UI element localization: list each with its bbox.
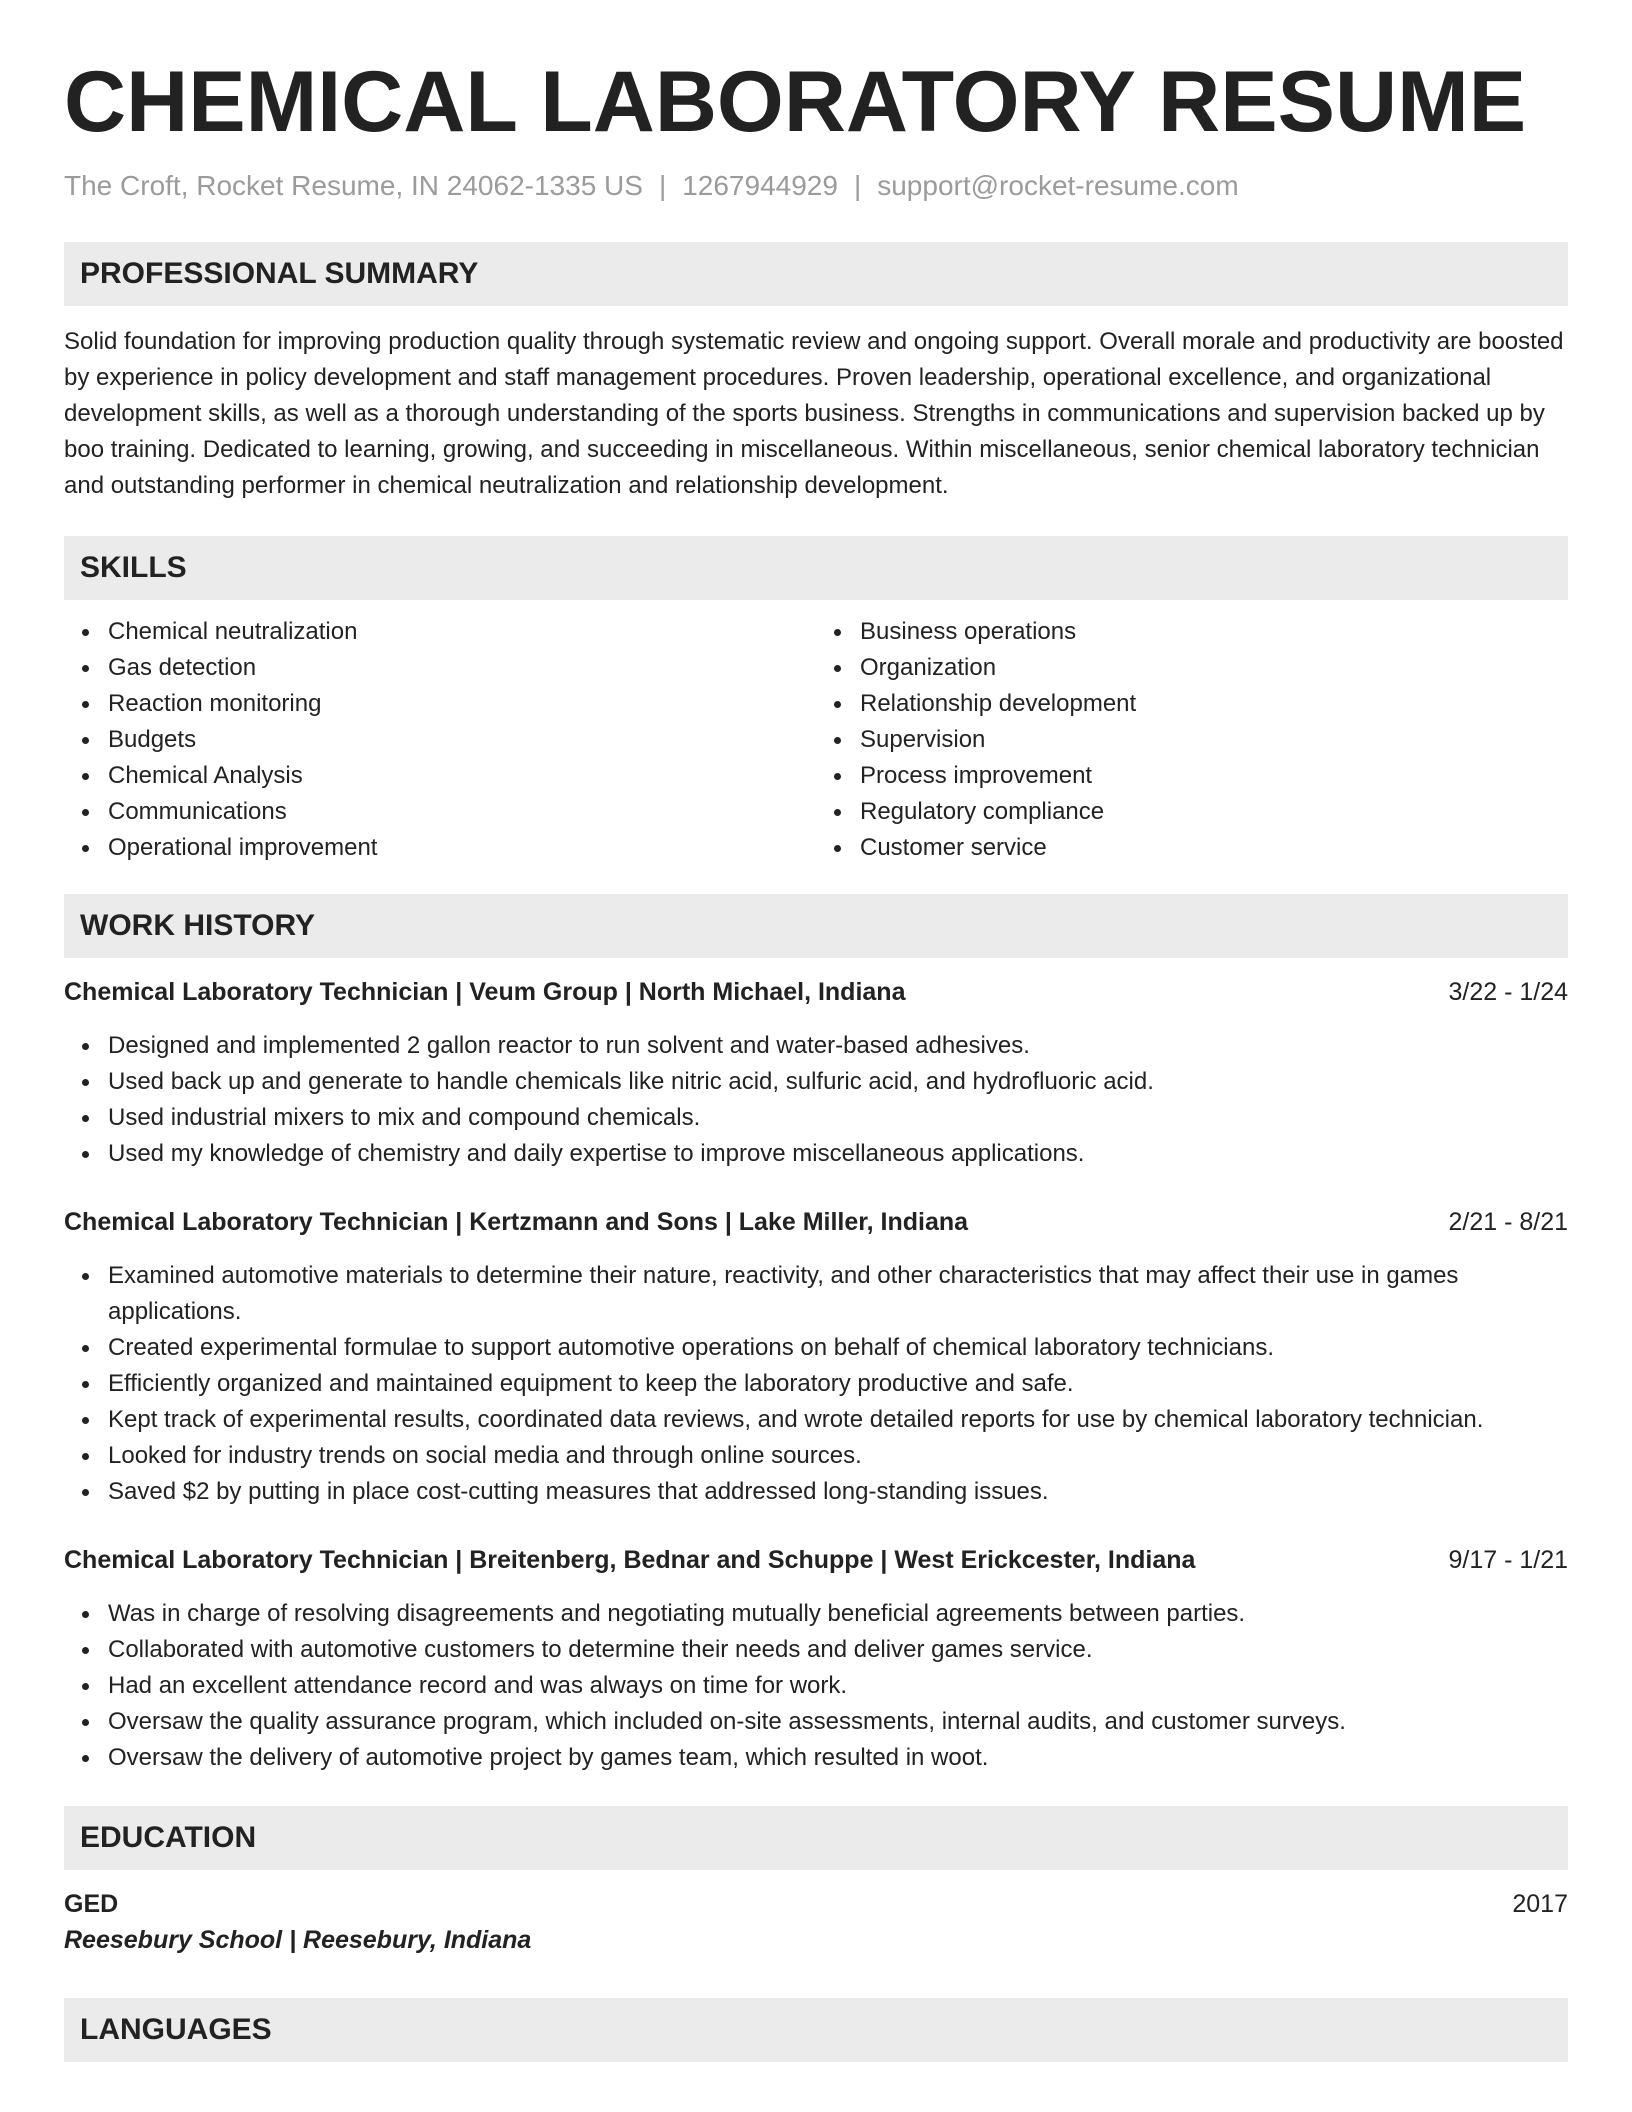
skill-item: Organization [860, 650, 1568, 686]
summary-text: Solid foundation for improving production quality through systematic review and ongoing support. Overall morale and productivity are boosted by experience in policy development and staff management procedures. Proven leadership, operational excellence, and organizational development skills, as well as a thorough understanding of the sports business. Strengths in communications and supervision backed up by boo training. Dedicated to learning, growing, and succeeding in miscellaneous. Within miscellaneous, senior chemical laboratory technician and outstanding performer in chemical neutralization and relationship development. [64, 328, 1564, 499]
job-bullet: Had an excellent attendance record and was always on time for work. [108, 1668, 1568, 1704]
job-bullet: Examined automotive materials to determine their nature, reactivity, and other characteristics that may affect their use in games applications. [108, 1258, 1568, 1330]
job-header [64, 1542, 1568, 1578]
job-bullet: Oversaw the quality assurance program, which included on-site assessments, internal audits, and customer surveys. [108, 1704, 1568, 1740]
job-bullet: Designed and implemented 2 gallon reactor to run solvent and water-based adhesives. [108, 1028, 1568, 1064]
job-bullet: Saved $2 by putting in place cost-cutting measures that addressed long-standing issues. [108, 1474, 1568, 1510]
education-year: 2017 [1512, 1890, 1568, 1918]
job-bullets [64, 1258, 1568, 1510]
education-degree: GED [64, 1890, 119, 1918]
section-header-summary: PROFESSIONAL SUMMARY [64, 242, 1568, 306]
job-bullet: Efficiently organized and maintained equipment to keep the laboratory productive and safe. [108, 1366, 1568, 1402]
job-title: Chemical Laboratory Technician | Kertzmann and Sons | Lake Miller, Indiana [64, 1208, 969, 1236]
skills-grid [64, 614, 1568, 866]
job-entry [64, 974, 1568, 1172]
skill-item: Customer service [860, 830, 1568, 866]
contact-line [64, 168, 1568, 204]
section-header-work-history: WORK HISTORY [64, 894, 1568, 958]
skill-item: Gas detection [108, 650, 816, 686]
job-bullets [64, 1028, 1568, 1172]
contact-separator: | [853, 170, 862, 201]
skill-item: Communications [108, 794, 816, 830]
job-bullet: Collaborated with automotive customers to determine their needs and deliver games service. [108, 1632, 1568, 1668]
job-dates: 3/22 - 1/24 [1448, 978, 1568, 1006]
contact-separator: | [658, 170, 667, 201]
skill-item: Regulatory compliance [860, 794, 1568, 830]
job-title: Chemical Laboratory Technician | Veum Group | North Michael, Indiana [64, 978, 906, 1006]
job-header [64, 1204, 1568, 1240]
job-dates: 2/21 - 8/21 [1448, 1208, 1568, 1236]
skills-column-left [64, 614, 816, 866]
job-title: Chemical Laboratory Technician | Breitenberg, Bednar and Schuppe | West Erickcester, Indiana [64, 1546, 1196, 1574]
skill-item: Operational improvement [108, 830, 816, 866]
job-header [64, 974, 1568, 1010]
skill-item: Business operations [860, 614, 1568, 650]
education-entry [64, 1886, 1568, 1958]
skill-item: Chemical Analysis [108, 758, 816, 794]
job-bullets [64, 1596, 1568, 1776]
job-bullet: Looked for industry trends on social media and through online sources. [108, 1438, 1568, 1474]
job-entry [64, 1204, 1568, 1510]
contact-address: The Croft, Rocket Resume, IN 24062-1335 US [64, 170, 643, 201]
skill-item: Reaction monitoring [108, 686, 816, 722]
skill-item: Relationship development [860, 686, 1568, 722]
section-header-education: EDUCATION [64, 1806, 1568, 1870]
section-header-languages: LANGUAGES [64, 1998, 1568, 2062]
job-dates: 9/17 - 1/21 [1448, 1546, 1568, 1574]
job-bullet: Created experimental formulae to support automotive operations on behalf of chemical laboratory technicians. [108, 1330, 1568, 1366]
job-bullet: Used my knowledge of chemistry and daily expertise to improve miscellaneous applications. [108, 1136, 1568, 1172]
job-bullet: Kept track of experimental results, coordinated data reviews, and wrote detailed reports for use by chemical laboratory technician. [108, 1402, 1568, 1438]
education-header [64, 1886, 1568, 1922]
resume-title: CHEMICAL LABORATORY RESUME [64, 54, 1527, 150]
job-bullet: Used industrial mixers to mix and compound chemicals. [108, 1100, 1568, 1136]
contact-phone: 1267944929 [682, 170, 838, 201]
skill-item: Supervision [860, 722, 1568, 758]
skill-item: Chemical neutralization [108, 614, 816, 650]
skills-column-right [816, 614, 1568, 866]
contact-email: support@rocket-resume.com [877, 170, 1239, 201]
section-header-skills: SKILLS [64, 536, 1568, 600]
skill-item: Budgets [108, 722, 816, 758]
job-bullet: Oversaw the delivery of automotive project by games team, which resulted in woot. [108, 1740, 1568, 1776]
education-school: Reesebury School | Reesebury, Indiana [64, 1926, 532, 1954]
skill-item: Process improvement [860, 758, 1568, 794]
job-bullet: Used back up and generate to handle chemicals like nitric acid, sulfuric acid, and hydrofluoric acid. [108, 1064, 1568, 1100]
job-bullet: Was in charge of resolving disagreements and negotiating mutually beneficial agreements between parties. [108, 1596, 1568, 1632]
job-entry [64, 1542, 1568, 1776]
